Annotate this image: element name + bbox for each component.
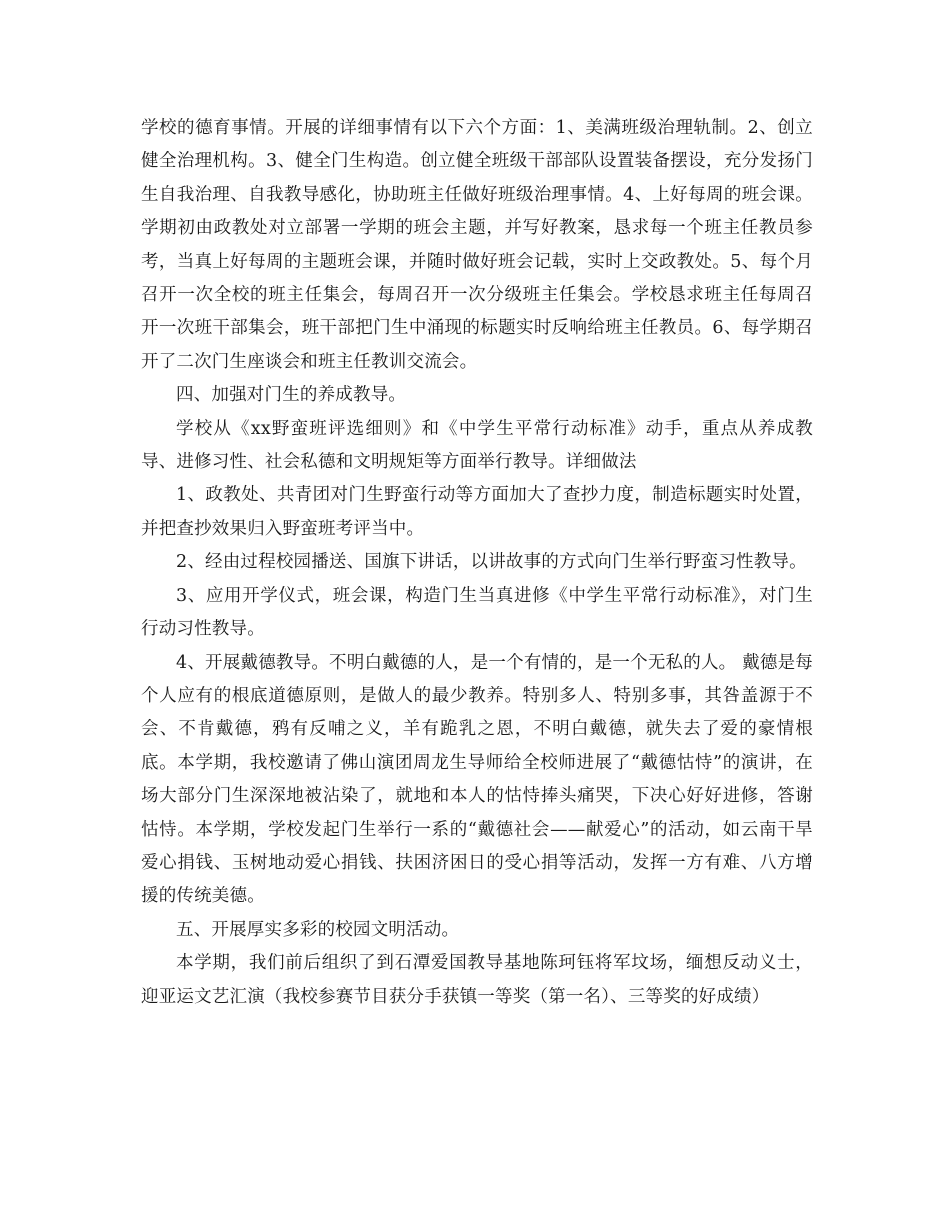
paragraph-campus-activities: 本学期，我们前后组织了到石潭爱国教导基地陈珂钰将军坟场，缅想反动义士，迎亚运文艺汇演（我校参赛节目获分手获镇一等奖（第一名）、三等奖的好成绩） [141,953,813,1007]
list-item-broadcast: 2、经由过程校园播送、国旗下讲话，以讲故事的方式向门生举行野蛮习性教导。 [176,552,807,573]
document-body [141,112,813,1014]
section-heading-habit-education: 四、加强对门生的养成教导。 [176,385,407,406]
list-item-opening-ceremony: 3、应用开学仪式，班会课，构造门生当真进修《中学生平常行动标准》，对门生行动习性教导。 [141,585,813,640]
paragraph-habit-education-intro: 学校从《xx野蛮班评选细则》和《中学生平常行动标准》动手，重点从养成教导、进修习性、社会私德和文明规矩等方面举行教导。详细做法 [141,418,813,473]
section-heading-campus-activities: 五、开展厚实多彩的校园文明活动。 [176,919,460,940]
list-item-inspection: 1、政教处、共青团对门生野蛮行动等方面加大了查抄力度，制造标题实时处置，并把查抄效果归入野蛮班考评当中。 [141,485,813,539]
paragraph-class-management: 学校的德育事情。开展的详细事情有以下六个方面：1、美满班级治理轨制。2、创立健全治理机构。3、健全门生构造。创立健全班级干部部队设置装备摆设，充分发扬门生自我治理、自我教导感化，协助班主任做好班级治理事情。4、上好每周的班会课。学期初由政教处对立部署一学期的班会主题，并写好教案，恳求每一个班主任教员参考，当真上好每周的主题班会课，并随时做好班会记载，实时上交政教处。5、每个月召开一次全校的班主任集会，每周召开一次分级班主任集会。学校恳求班主任每周召开一次班干部集会，班干部把门生中涌现的标题实时反响给班主任教员。6、每学期召开了二次门生座谈会和班主任教训交流会。 [141,118,813,372]
list-item-gratitude-education: 4、开展戴德教导。不明白戴德的人，是一个有情的，是一个无私的人。 戴德是每个人应有的根底道德原则，是做人的最少教养。特别多人、特别多事，其咎盖源于不会、不肯戴德，鸦有反哺之义，羊有跪乳之恩，不明白戴德，就失去了爱的豪情根底。本学期，我校邀请了佛山演团周龙生导师给全校师进展了“戴德怙恃”的演讲，在场大部分门生深深地被沾染了，就地和本人的怙恃捧头痛哭，下决心好好进修，答谢怙恃。本学期，学校发起门生举行一系的“戴德社会——献爱心”的活动，如云南干旱爱心捐钱、玉树地动爱心捐钱、扶困济困日的受心捐等活动，发挥一方有难、八方增援的传统美德。 [141,652,813,907]
